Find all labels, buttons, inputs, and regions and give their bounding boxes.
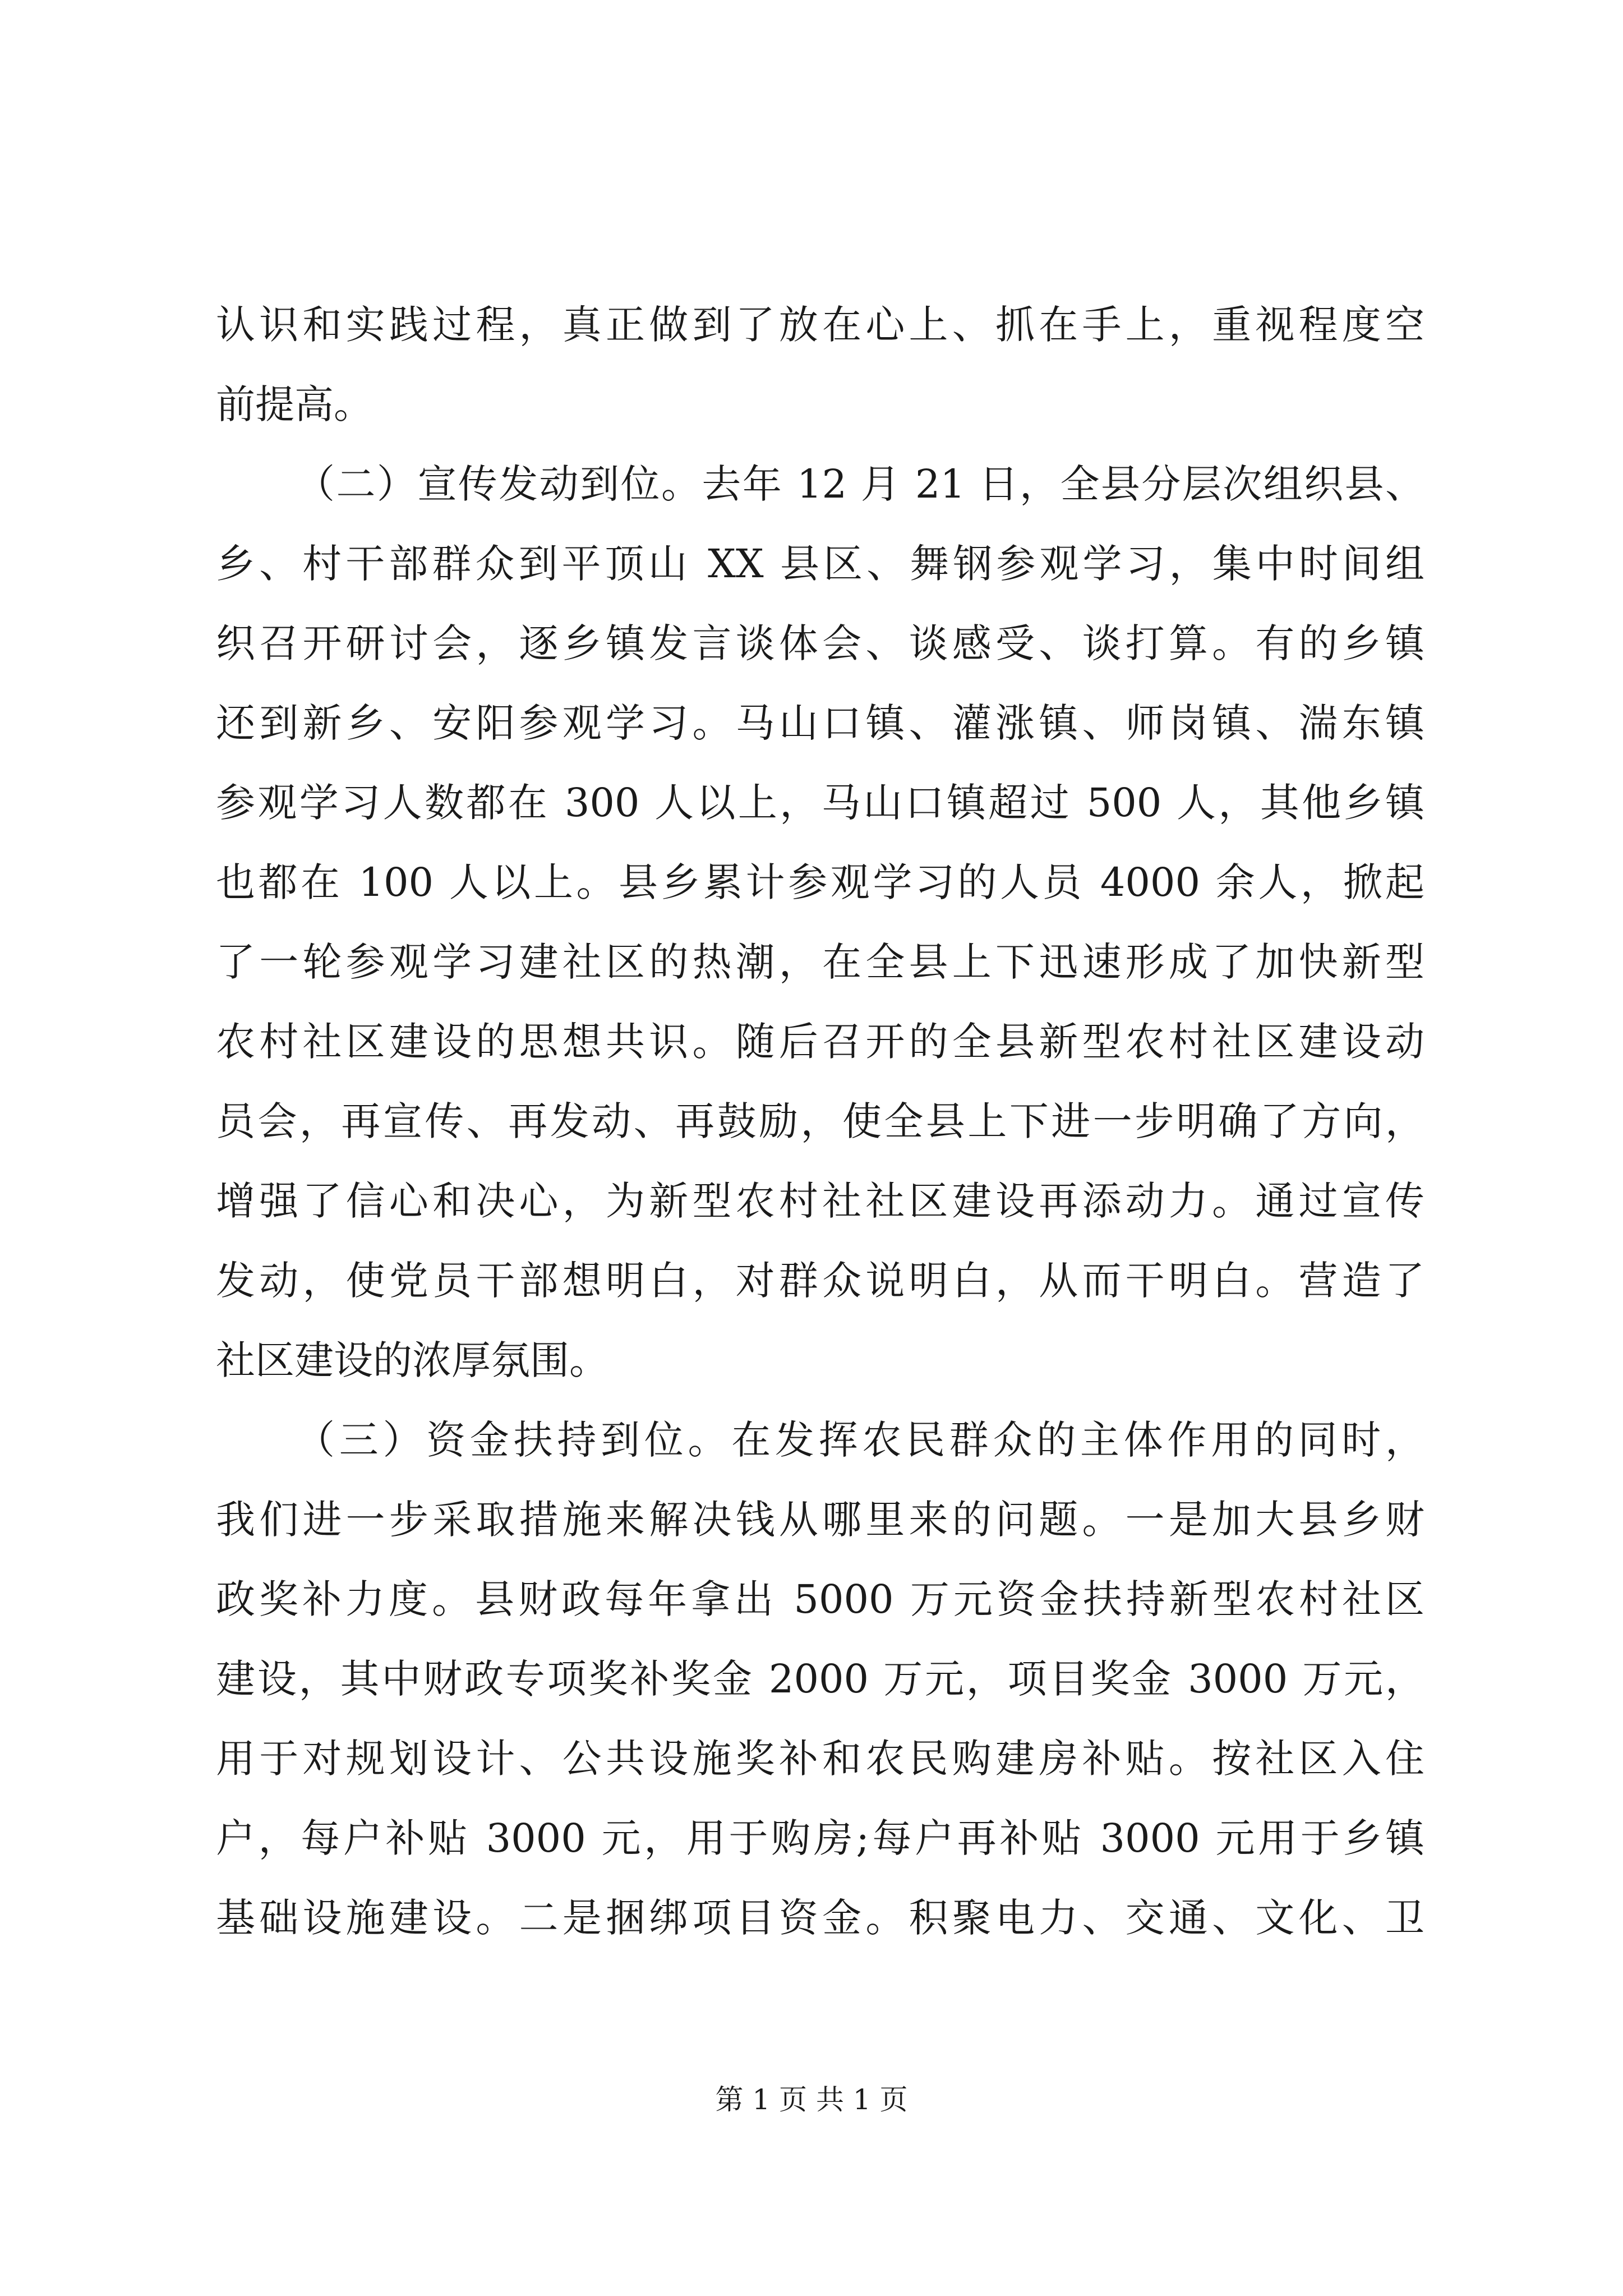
text-line: 社区建设的浓厚氛围。	[216, 1337, 608, 1383]
text-line: 参观学习人数都在 300 人以上，马山口镇超过 500 人，其他乡镇	[216, 780, 1424, 826]
text-line: （三）资金扶持到位。在发挥农民群众的主体作用的同时，	[296, 1417, 1424, 1463]
text-line: 还到新乡、安阳参观学习。马山口镇、灌涨镇、师岗镇、湍东镇	[216, 700, 1424, 746]
text-line: 发动，使党员干部想明白，对群众说明白，从而干明白。营造了	[216, 1258, 1424, 1304]
text-line: 前提高。	[216, 381, 373, 427]
text-line: 用于对规划设计、公共设施奖补和农民购建房补贴。按社区入住	[216, 1736, 1424, 1782]
text-line: 员会，再宣传、再发动、再鼓励，使全县上下进一步明确了方向，	[216, 1098, 1424, 1144]
text-line: 户，每户补贴 3000 元，用于购房;每户再补贴 3000 元用于乡镇	[216, 1815, 1424, 1861]
document-body	[216, 285, 1424, 1958]
page-footer: 第 1 页 共 1 页	[715, 2083, 908, 2116]
text-line: （二）宣传发动到位。去年 12 月 21 日，全县分层次组织县、	[296, 461, 1424, 507]
text-line: 政奖补力度。县财政每年拿出 5000 万元资金扶持新型农村社区	[216, 1576, 1424, 1622]
text-line: 认识和实践过程，真正做到了放在心上、抓在手上，重视程度空	[216, 302, 1424, 348]
text-line: 织召开研讨会，逐乡镇发言谈体会、谈感受、谈打算。有的乡镇	[216, 620, 1424, 666]
text-line: 农村社区建设的思想共识。随后召开的全县新型农村社区建设动	[216, 1019, 1424, 1065]
text-line: 乡、村干部群众到平顶山 XX 县区、舞钢参观学习，集中时间组	[216, 541, 1424, 587]
text-line: 我们进一步采取措施来解决钱从哪里来的问题。一是加大县乡财	[216, 1497, 1424, 1543]
text-line: 也都在 100 人以上。县乡累计参观学习的人员 4000 余人，掀起	[216, 859, 1424, 905]
text-line: 基础设施建设。二是捆绑项目资金。积聚电力、交通、文化、卫	[216, 1895, 1424, 1941]
text-line: 建设，其中财政专项奖补奖金 2000 万元，项目奖金 3000 万元，	[216, 1656, 1424, 1702]
text-line: 了一轮参观学习建社区的热潮，在全县上下迅速形成了加快新型	[216, 939, 1424, 985]
text-line: 增强了信心和决心，为新型农村社社区建设再添动力。通过宣传	[216, 1178, 1424, 1224]
